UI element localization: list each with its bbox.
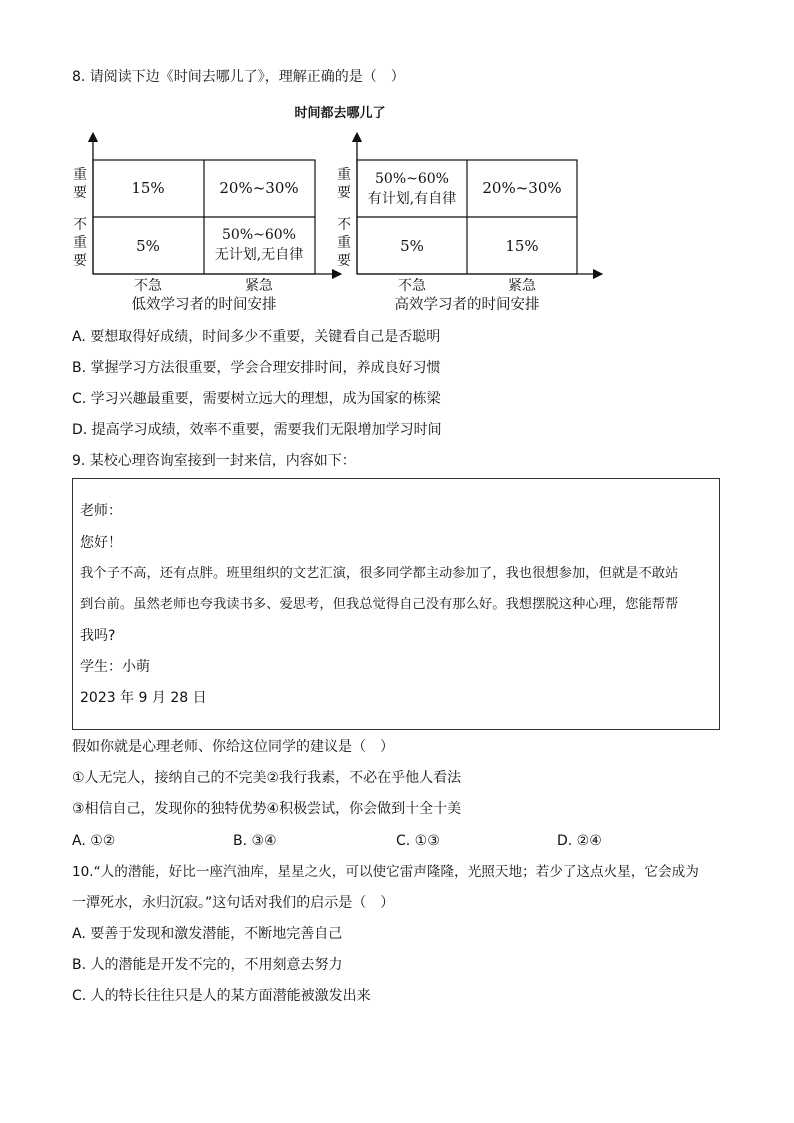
q10-stem-line1: 10.“人的潜能，好比一座汽油库，星星之火，可以使它雷声隆隆，光照天地；若少了这点火星，它会成为 <box>72 864 699 880</box>
letter-body-line2: 到台前。虽然老师也夸我读书多、爱思考，但我总觉得自己没有那么好。我想摆脱这种心理，您能帮帮 <box>80 597 679 612</box>
letter-greeting: 您好！ <box>80 535 122 551</box>
q8-option-a[interactable]: A. 要想取得好成绩，时间多少不重要，关键看自己是否聪明 <box>72 329 441 345</box>
right-chart <box>337 137 598 313</box>
left-ylabel-important: 重 <box>73 167 87 183</box>
q8-option-c[interactable]: C. 学习兴趣最重要，需要树立远大的理想，成为国家的栋梁 <box>72 391 441 407</box>
q10-option-c[interactable]: C. 人的特长往往只是人的某方面潜能被激发出来 <box>72 988 371 1004</box>
q9-stem: 9. 某校心理咨询室接到一封来信，内容如下： <box>72 453 356 469</box>
right-xlabel-urgent: 紧急 <box>508 278 536 294</box>
left-ylabel-unimportant: 不 <box>73 217 87 233</box>
left-xlabel-urgent: 紧急 <box>245 278 273 294</box>
q9-option-a[interactable]: A. ①② <box>72 833 116 849</box>
left-ylabel-important-2: 要 <box>73 185 87 201</box>
figure-title: 时间都去哪儿了 <box>294 106 386 121</box>
left-ylabel-unimportant-3: 要 <box>73 253 87 269</box>
left-cell-bottom-right-line1: 50%~60% <box>222 227 296 243</box>
left-xlabel-notime: 不急 <box>134 278 162 294</box>
left-chart <box>73 137 337 313</box>
left-cell-top-right: 20%~30% <box>219 179 299 197</box>
time-matrix-figure <box>0 125 794 325</box>
left-ylabel-unimportant-2: 重 <box>73 235 87 251</box>
left-caption: 低效学习者的时间安排 <box>131 297 277 313</box>
right-ylabel-unimportant-3: 要 <box>337 253 351 269</box>
letter-date: 2023 年 9 月 28 日 <box>80 690 207 706</box>
q8-option-b[interactable]: B. 掌握学习方法很重要，学会合理安排时间，养成良好习惯 <box>72 360 441 376</box>
right-ylabel-important: 重 <box>337 167 351 183</box>
right-ylabel-important-2: 要 <box>337 185 351 201</box>
right-cell-bottom-left: 5% <box>400 237 424 255</box>
right-ylabel-unimportant-2: 重 <box>337 235 351 251</box>
left-cell-bottom-left: 5% <box>136 237 160 255</box>
letter-salutation: 老师： <box>80 503 122 519</box>
letter-signature: 学生：小萌 <box>80 659 150 675</box>
letter-body-line1: 我个子不高，还有点胖。班里组织的文艺汇演，很多同学都主动参加了，我也很想参加，但就是不敢站 <box>80 566 679 581</box>
left-cell-bottom-right-line2: 无计划,无自律 <box>214 247 304 263</box>
right-caption: 高效学习者的时间安排 <box>394 297 540 313</box>
letter-body-line3: 我吗? <box>80 628 116 644</box>
q9-option-c[interactable]: C. ①③ <box>396 833 440 849</box>
q9-option-d[interactable]: D. ②④ <box>557 833 602 849</box>
q8-option-d[interactable]: D. 提高学习成绩，效率不重要，需要我们无限增加学习时间 <box>72 422 442 438</box>
right-ylabel-unimportant: 不 <box>337 217 351 233</box>
q10-stem-line2: 一潭死水，永归沉寂。”这句话对我们的启示是（ ） <box>72 895 395 911</box>
q9-question: 假如你就是心理老师、你给这位同学的建议是（ ） <box>72 739 394 755</box>
q10-option-a[interactable]: A. 要善于发现和激发潜能，不断地完善自己 <box>72 926 343 942</box>
right-cell-top-left-line2: 有计划,有自律 <box>367 191 457 207</box>
q10-option-b[interactable]: B. 人的潜能是开发不完的，不用刻意去努力 <box>72 957 343 973</box>
right-cell-bottom-right: 15% <box>505 237 539 255</box>
right-cell-top-left-line1: 50%~60% <box>375 171 449 187</box>
right-xlabel-notime: 不急 <box>398 278 426 294</box>
q9-statements-1: ①人无完人，接纳自己的不完美②我行我素，不必在乎他人看法 <box>72 770 462 786</box>
left-cell-top-left: 15% <box>131 179 165 197</box>
q8-stem: 8. 请阅读下边《时间去哪儿了》，理解正确的是（ ） <box>72 69 405 85</box>
q9-option-b[interactable]: B. ③④ <box>233 833 277 849</box>
right-cell-top-right: 20%~30% <box>482 179 562 197</box>
q9-statements-2: ③相信自己，发现你的独特优势④积极尝试，你会做到十全十美 <box>72 801 462 817</box>
